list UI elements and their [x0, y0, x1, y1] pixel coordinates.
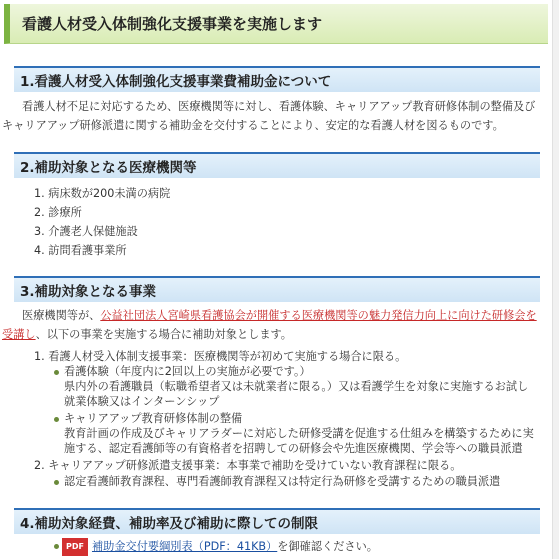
section-3-list — [14, 349, 544, 494]
section-1-body — [2, 97, 542, 135]
list-item-text: 介護老人保健施設 — [48, 225, 138, 238]
list-item-text: 訪問看護事業所 — [48, 244, 127, 257]
list-item — [34, 222, 138, 241]
list-item-number: 3. — [34, 225, 45, 238]
list-item — [34, 203, 82, 222]
page-title-text: 看護人材受入体制強化支援事業を実施します — [22, 15, 323, 33]
section-4-heading — [14, 508, 540, 534]
kangokyokai-training-link-cont[interactable]: 受講し — [2, 328, 36, 341]
bullet-icon — [54, 544, 59, 549]
section-3-intro-prefix: 医療機関等が、 — [22, 309, 101, 322]
list-item-text: キャリアアップ研修派遣支援事業：本事業で補助を受けていない教育課程に限る。 — [48, 459, 462, 472]
list-item-number: 1. — [34, 187, 45, 200]
section-3-intro-suffix: 、以下の事業を実施する場合に補助対象とします。 — [35, 328, 292, 341]
section-4-heading-text: 4.補助対象経費、補助率及び補助に際しての制限 — [20, 516, 319, 532]
list-item — [34, 458, 461, 474]
section-3-intro — [2, 306, 542, 344]
bullet-icon — [54, 370, 59, 375]
list-item-text: 病床数が200未満の病院 — [48, 187, 171, 200]
grant-guideline-pdf-link[interactable]: 補助金交付要綱別表（PDF：41KB） — [91, 540, 278, 553]
list-item-number: 1. — [34, 350, 45, 363]
scrollbar[interactable] — [552, 0, 559, 559]
section-1-heading-text: 1.看護人材受入体制強化支援事業費補助金について — [20, 74, 332, 90]
list-item — [34, 349, 406, 365]
pdf-link-suffix: を御確認ください。 — [277, 540, 378, 553]
list-item-text: 看護人材受入体制支援事業：医療機関等が初めて実施する場合に限る。 — [48, 350, 407, 363]
section-2-heading — [14, 152, 540, 178]
list-item-text: 診療所 — [48, 206, 82, 219]
list-item-number: 2. — [34, 206, 45, 219]
sub-item-title: 認定看護師教育課程、専門看護師教育課程又は特定行為研修を受講するための職員派遣 — [64, 475, 501, 488]
section-1-body-line1: 看護人材不足に対応するため、医療機関等に対し、看護体験、キャリアアップ教育研修体制の整備及び — [22, 100, 536, 113]
pdf-link-row — [62, 538, 378, 556]
sub-item-line: 教育計画の作成及びキャリアラダーに対応した研修受講を促進する仕組みを構築するために実 — [64, 427, 534, 440]
list-item — [34, 241, 127, 260]
section-1-heading — [14, 66, 540, 92]
bullet-icon — [54, 480, 59, 485]
pdf-icon: PDF — [62, 538, 88, 556]
bullet-icon — [54, 417, 59, 422]
sub-item-line: 県内外の看護職員（転職希望者又は未就業者に限る。）又は看護学生を対象に実施するお試し — [64, 380, 529, 393]
section-3-heading-text: 3.補助対象となる事業 — [20, 284, 157, 300]
page-title — [4, 4, 548, 44]
kangokyokai-training-link[interactable]: 公益社団法人宮崎県看護協会が開催する医療機関等の魅力発信力向上に向けた研修会を — [100, 309, 537, 322]
sub-item-title: 看護体験（年度内に2回以上の実施が必要です。） — [64, 365, 311, 378]
list-item — [34, 184, 170, 203]
sub-item-line: 施する、認定看護師等の有資格者を招聘しての研修会や先進医療機関、学会等への職員派遣 — [64, 442, 523, 455]
list-item-number: 2. — [34, 459, 45, 472]
section-2-heading-text: 2.補助対象となる医療機関等 — [20, 160, 197, 176]
sub-item-title: キャリアアップ教育研修体制の整備 — [64, 412, 243, 425]
sub-item-line: 就業体験又はインターンシップ — [64, 395, 220, 408]
section-1-body-line2: キャリアアップ研修派遣に関する補助金を交付することにより、安定的な看護人材を図るものです。 — [2, 119, 504, 132]
section-3-heading — [14, 276, 540, 302]
list-item-number: 4. — [34, 244, 45, 257]
